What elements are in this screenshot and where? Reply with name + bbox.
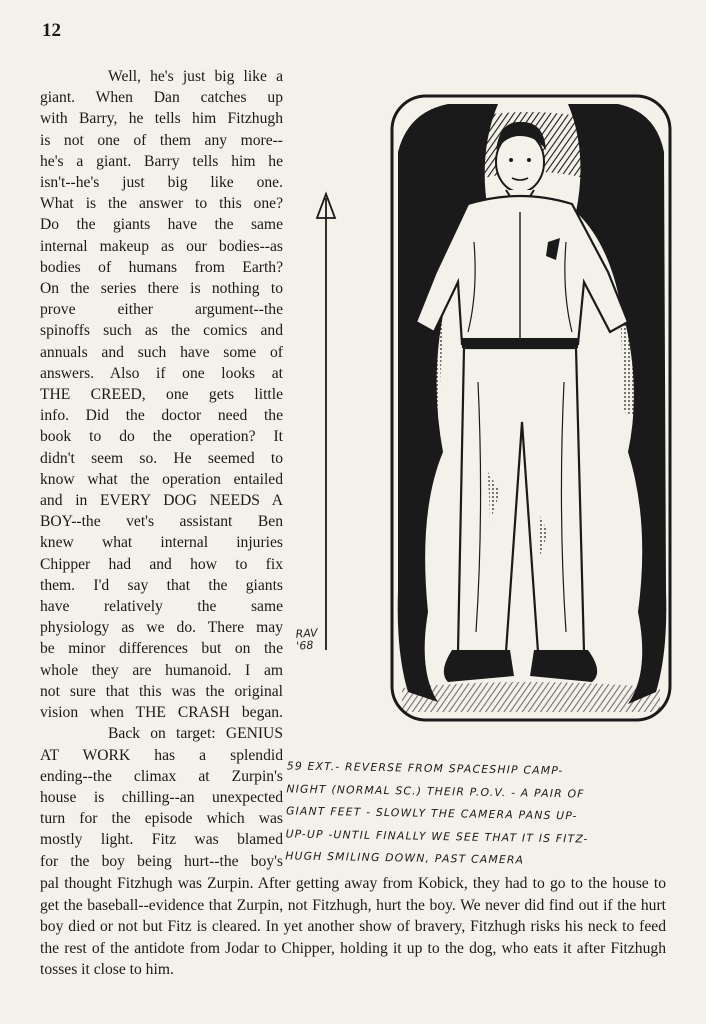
caption-line: GIANT FEET - SLOWLY THE CAMERA PANS UP- [285,804,578,823]
text-line: info. Did the doctor need the [40,407,283,425]
text-line: prove either argument--the [40,301,283,319]
signature-line: RAV [295,626,319,641]
text-line: know what the operation entailed [40,470,283,488]
text-line: not sure that this was the original [40,682,283,700]
text-line: ending--the climax at Zurpin's [40,767,283,785]
text-line: Do the giants have the same [40,216,283,234]
text-line: spinoffs such as the comics and [40,322,283,340]
text-line: he's a giant. Barry tells him he [40,152,283,170]
text-line: and in EVERY DOG NEEDS A [40,492,283,510]
text-line: giant. When Dan catches up [40,89,283,107]
text-line: turn for the episode which was [40,810,283,828]
text-line: AT WORK has a splendid [40,746,283,764]
text-line: whole they are humanoid. I am [40,661,283,679]
left-column-text [40,66,283,872]
text-line: THE CREED, one gets little [40,386,283,404]
text-line: didn't seem so. He seemed to [40,449,283,467]
caption-line: 59 EXT.- REVERSE FROM SPACESHIP CAMP- [286,759,564,778]
text-line: answers. Also if one looks at [40,364,283,382]
text-line: for the boy being hurt--the boy's [40,852,283,870]
text-line: Back on target: GENIUS [108,725,283,743]
text-line: What is the answer to this one? [40,195,283,213]
text-line: book to do the operation? It [40,428,283,446]
text-line: Chipper had and how to fix [40,555,283,573]
text-line: knew what internal injuries [40,534,283,552]
text-line: On the series there is nothing to [40,280,283,298]
text-line: isn't--he's just big like one. [40,174,283,192]
text-line: physiology as we do. There may [40,619,283,637]
handwritten-caption [285,755,706,875]
caption-line: NIGHT (NORMAL SC.) THEIR P.O.V. - A PAIR OF [286,781,585,801]
text-line: vision when THE CRASH began. [40,704,283,722]
text-line: have relatively the same [40,598,283,616]
bottom-paragraph: pal thought Fitzhugh was Zurpin. After getting away from Kobick, they had to go to the house to get the baseball--evidence that Zurpin, not Fitzhugh, hurt the boy. We never did find out if the hurt boy died or not but Fitz is cleared. In yet another show of bravery, Fitzhugh risks his neck to feed the rest of the antidote from Jodar to Chipper, holding it up to the dog, who eats it after Fitzhugh tosses it close to him. [40,875,666,978]
text-line: internal makeup as our bodies--as [40,237,283,255]
text-line: house is chilling--an unexpected [40,788,283,806]
page-number: 12 [42,20,61,41]
signature-line: '68 [295,638,314,653]
fitzhugh-illustration [388,92,674,724]
text-line: BOY--the vet's assistant Ben [40,513,283,531]
text-line: is not one of them any more-- [40,131,283,149]
text-line: Well, he's just big like a [108,68,283,85]
text-line: mostly light. Fitz was blamed [40,831,283,849]
text-line: be minor differences but on the [40,640,283,658]
text-line: annuals and such have some of [40,343,283,361]
text-line: them. I'd say that the giants [40,576,283,594]
text-line: with Barry, he tells him Fitzhugh [40,110,283,128]
up-arrow-icon [314,190,338,650]
caption-line: HUGH SMILING DOWN, PAST CAMERA [285,849,525,867]
text-line: bodies of humans from Earth? [40,258,283,276]
caption-line: UP-UP -UNTIL FINALLY WE SEE THAT IT IS FITZ- [285,826,589,846]
artist-signature [295,627,319,652]
